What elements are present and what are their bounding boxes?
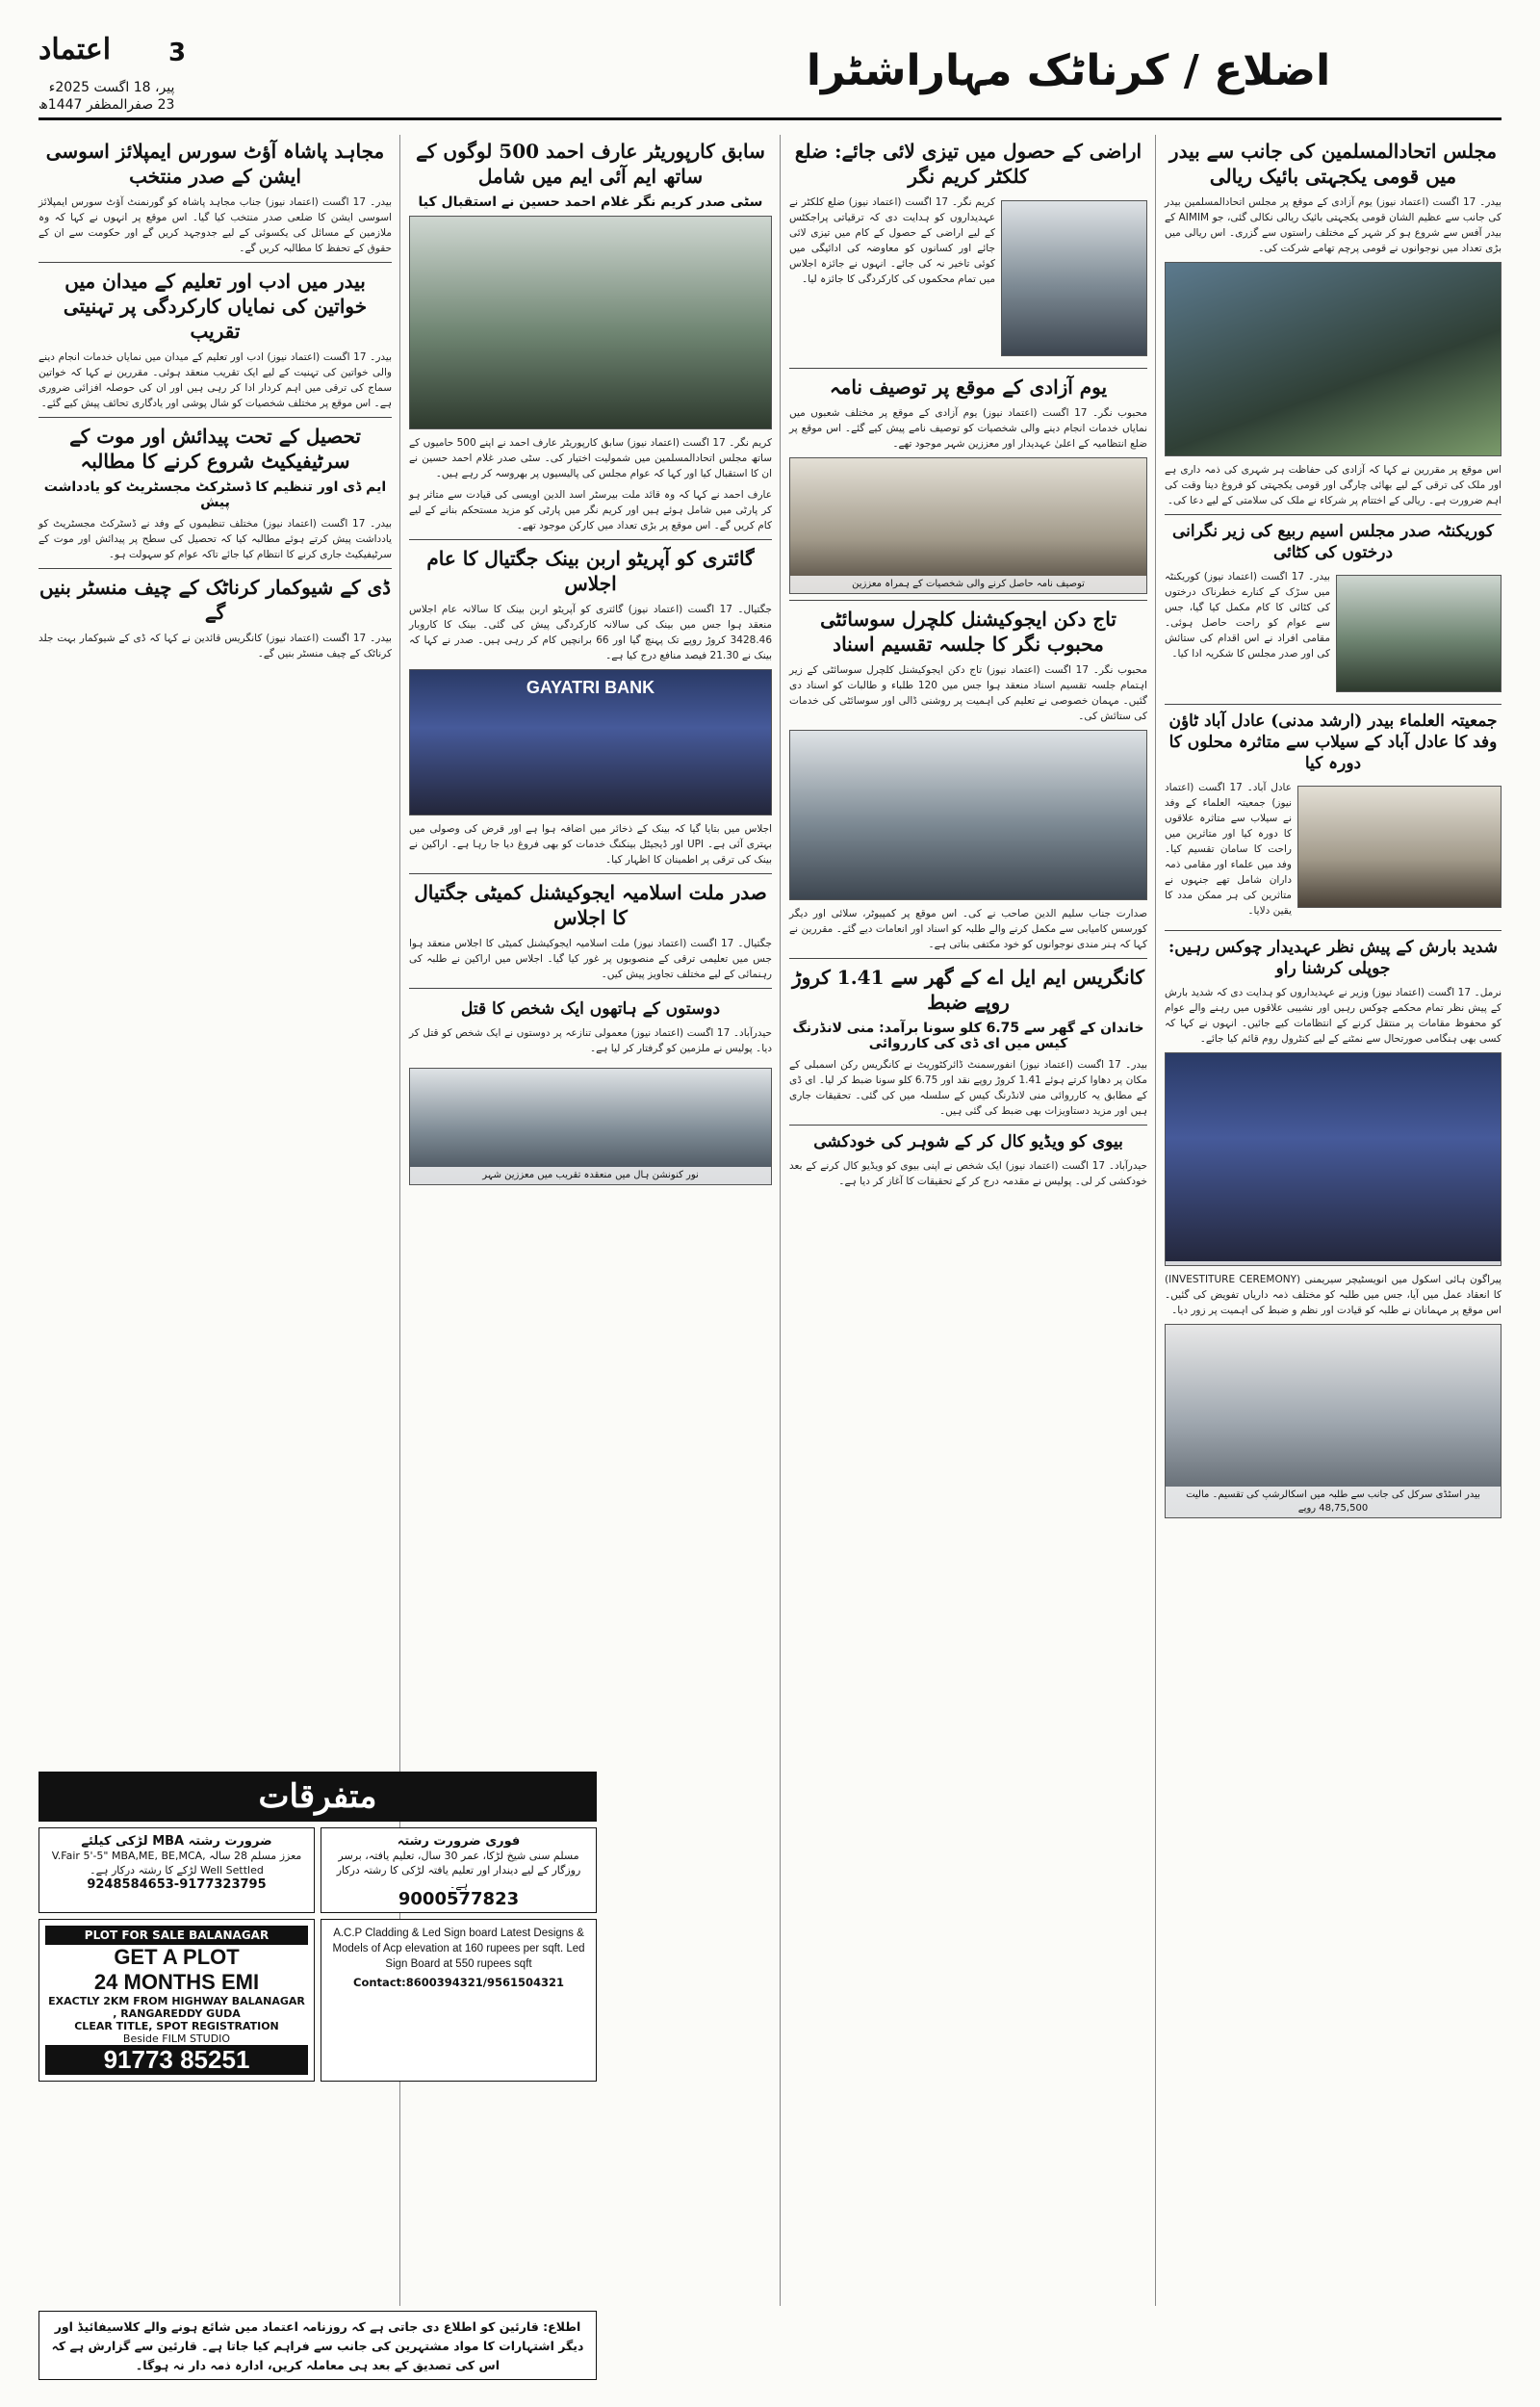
plot-ad-emi: 24 MONTHS EMI	[93, 1970, 260, 1994]
headline-outsource-association: مجاہد پاشاہ آؤٹ سورس ایمپلائز اسوسی ایشن کے صدر منتخب	[45, 140, 385, 188]
acp-cladding-ad	[321, 1919, 597, 2082]
headline-gayatri-bank: گائتری کو آپریٹو اربن بینک جگتیال کا عام اجلاس	[426, 547, 755, 595]
issue-dates	[38, 79, 174, 114]
article-text: حیدرآباد۔ 17 اگست (اعتماد نیوز) معمولی تنازعہ پر دوستوں نے ایک شخص کو قتل کر دیا۔ پولیس نے ملزمین کو گرفتار کر لیا ہے۔	[409, 1027, 772, 1054]
article-text: حیدرآباد۔ 17 اگست (اعتماد نیوز) ایک شخص نے اپنی بیوی کو ویڈیو کال کرنے کے بعد خودکشی کر لی۔ پولیس نے مقدمہ درج کر کے تحقیقات کا آغاز کر دیا ہے۔	[789, 1160, 1147, 1187]
article-text: بیدر۔ 17 اگست (اعتماد نیوز) یوم آزادی کے موقع پر مجلس اتحادالمسلمین بیدر کی جانب سے عظیم الشان قومی یکجہتی بائیک ریالی نکالی گئی، جو AIMIM کے بیدر آفس سے شروع ہو کر شہر کے مختلف راستوں سے گزری۔ اس ریالی میں بڑی تعداد میں نوجوانوں نے قومی پرچم تھامے شرکت کی۔	[1165, 196, 1502, 254]
classified-ad-marriage	[321, 1827, 597, 1913]
article-text: محبوب نگر۔ 17 اگست (اعتماد نیوز) تاج دکن ایجوکیشنل کلچرل سوسائٹی کے زیر اہتمام جلسہ تقسیم اسناد منعقد ہوا جس میں 120 طلباء و طالبات کو اسناد دی گئیں۔ مہمان خصوصی نے تعلیم کی اہمیت پر روشنی ڈالی اور سوسائٹی کی خدمات کی ستائش کی۔	[789, 664, 1147, 722]
subheadline-joins-mim: سٹی صدر کریم نگر غلام احمد حسین نے استقبال کیا	[418, 194, 763, 210]
article-text: محبوب نگر۔ 17 اگست (اعتماد نیوز) یوم آزادی کے موقع پر مختلف شعبوں میں نمایاں خدمات انجام دینے والی شخصیات کو توصیف نامے پیش کیے گئے۔ اس موقع پر ضلع انتظامیہ کے اعلیٰ عہدیدار اور معززین شہر موجود تھے۔	[789, 407, 1147, 450]
scholarship-photo	[1165, 1324, 1502, 1518]
article-text: بیدر۔ 17 اگست (اعتماد نیوز) کانگریس قائدین نے کہا کہ ڈی کے شیوکمار بہت جلد کرناٹک کے چیف منسٹر بنیں گے۔	[38, 633, 392, 660]
headline-flood-visit: جمعیتہ العلماء بیدر (ارشد مدنی) عادل آباد ٹاؤن وفد کا عادل آباد کے سیلاب سے متاثرہ محلوں کا دورہ کیا	[1168, 712, 1498, 773]
column-divider	[780, 135, 781, 2306]
convention-photo	[409, 1068, 772, 1185]
murder-story-text	[409, 995, 772, 1062]
divider	[1165, 514, 1502, 515]
headline-bike-rally: مجلس اتحادالمسلمین کی جانب سے بیدر میں قومی یکجہتی بائیک ریالی	[1168, 140, 1498, 188]
headline-taj-deccan: تاج دکن ایجوکیشنل کلچرل سوسائٹی محبوب نگر کا جلسہ تقسیم اسناد	[820, 608, 1116, 656]
classified-ad-mba	[38, 1827, 315, 1913]
photo-caption: بیدر اسٹڈی سرکل کی جانب سے طلبہ میں اسکالرشپ کی تقسیم۔ مالیت 48,75,500 روپے	[1166, 1487, 1501, 1517]
school-ceremony-photo	[1165, 1052, 1502, 1266]
classifieds-section	[38, 1772, 597, 2301]
article-text: کریم نگر۔ 17 اگست (اعتماد نیوز) سابق کارپوریٹر عارف احمد نے اپنے 500 حامیوں کے ساتھ مجلس اتحادالمسلمین میں شمولیت اختیار کی۔ سٹی صدر غلام احمد حسین نے ان کا استقبال کیا اور کہا کہ عوام مجلس کی پالیسیوں پر بھروسہ کر رہے ہیں۔	[409, 437, 772, 479]
ad-phone: 9248584653-9177323795	[87, 1877, 267, 1892]
photo-caption	[1166, 1261, 1501, 1265]
article-text: بیدر۔ 17 اگست (اعتماد نیوز) مختلف تنظیموں کے وفد نے ڈسٹرکٹ مجسٹریٹ کو یادداشت پیش کرتے ہوئے مطالبہ کیا کہ تحصیل کی سطح پر پیدائش اور موت کے سرٹیفیکیٹ جاری کرنے کا انتظام کیا جائے تاکہ عوام کو سہولت ہو۔	[38, 518, 392, 560]
article-text: بیدر۔ 17 اگست (اعتماد نیوز) کوریکنٹہ میں سڑک کے کنارے خطرناک درختوں کی کٹائی کا کام مکمل کیا گیا، جس سے عوام کو راحت حاصل ہوئی۔ مقامی افراد نے اس اقدام کی ستائش کی اور صدر مجلس کا شکریہ ادا کیا۔	[1165, 571, 1330, 660]
divider	[409, 539, 772, 540]
plot-ad-header: PLOT FOR SALE BALANAGAR	[45, 1926, 308, 1945]
plot-sale-ad	[38, 1919, 315, 2082]
date-gregorian: پیر، 18 اگست 2025ء	[48, 80, 175, 95]
classifieds-title: متفرقات	[38, 1772, 597, 1822]
acp-ad-body: A.C.P Cladding & Led Sign board Latest Designs & Models of Acp elevation at 160 rupees per sqft. Led Sign Board at 550 rupees sqft	[332, 1928, 585, 1970]
collector-photo	[1001, 200, 1147, 356]
certificate-photo	[789, 730, 1147, 900]
classified-row	[38, 1919, 597, 2082]
tree-story	[1165, 569, 1502, 698]
plot-ad-line: GET A PLOT	[114, 1945, 240, 1969]
article-text: صدارت جناب سلیم الدین صاحب نے کی۔ اس موقع پر کمپیوٹر، سلائی اور دیگر کورسس کامیابی سے مکمل کرنے والے طلبہ کو اسناد اور انعامات دیے گئے۔ مقررین نے کہا کہ ہنر مندی نوجوانوں کو خود مکتفی بناتی ہے۔	[789, 908, 1147, 950]
divider	[38, 417, 392, 418]
divider	[409, 873, 772, 874]
award-photo	[789, 457, 1147, 594]
divider	[789, 1125, 1147, 1126]
column-left	[38, 135, 392, 667]
headline-murder: دوستوں کے ہاتھوں ایک شخص کا قتل	[460, 999, 721, 1019]
article-text: نرمل۔ 17 اگست (اعتماد نیوز) وزیر نے عہدیداروں کو ہدایت دی کہ شدید بارش کے پیش نظر تمام محکمے چوکس رہیں اور نشیبی علاقوں میں رہنے والے عوام کو محفوظ مقامات پر منتقل کرنے کے انتظامات کیے جائیں۔ انہوں نے کہا کہ کسی بھی ہنگامی صورتحال سے نمٹنے کے لیے کنٹرول روم قائم کیا جائے۔	[1165, 987, 1502, 1045]
date-hijri: 23 صفرالمظفر 1447ھ	[38, 97, 175, 113]
newspaper-logo: اعتماد	[38, 33, 112, 66]
disclaimer-notice: اطلاع: قارئین کو اطلاع دی جاتی ہے کہ روزنامہ اعتماد میں شائع ہونے والے کلاسیفائیڈ اور دیگر اشتہارات کا مواد مشتہرین کی جانب سے فراہم کیا جاتا ہے۔ قارئین سے گزارش ہے کہ اس کی تصدیق کے بعد ہی معاملہ کریں، ادارہ ذمہ دار نہ ہوگا۔	[38, 2311, 597, 2380]
column-center-left	[409, 135, 772, 1191]
article-text: بیدر۔ 17 اگست (اعتماد نیوز) جناب مجاہد پاشاہ کو گورنمنٹ آؤٹ سورس ایمپلائز اسوسی ایشن کا ضلعی صدر منتخب کیا گیا۔ اس موقع پر انہوں نے کہا کہ وہ ملازمین کے مسائل کی یکسوئی کے لیے جدوجہد کریں گے اور حکومت سے ان کے حقوق کے تحفظ کا مطالبہ کریں گے۔	[38, 196, 392, 254]
headline-education-committee: صدر ملت اسلامیہ ایجوکیشنل کمیٹی جگتیال کا اجلاس	[414, 881, 767, 929]
headline-joins-mim: سابق کارپوریٹر عارف احمد 500 لوگوں کے ساتھ ایم آئی ایم میں شامل	[416, 140, 765, 188]
headline-independence-award: یوم آزادی کے موقع پر توصیف نامہ	[829, 375, 1108, 399]
headline-heavy-rain: شدید بارش کے پیش نظر عہدیدار چوکس رہیں: جوپلی کرشنا راو	[1168, 938, 1498, 978]
article-text: جگتیال۔ 17 اگست (اعتماد نیوز) گائتری کو آپریٹو اربن بینک کا سالانہ عام اجلاس منعقد ہوا جس میں بینک کی سالانہ کارکردگی پیش کی گئی۔ بینک کا کاروبار 3428.46 کروڑ روپے تک پہنچ گیا اور 66 برانچیں کام کر رہی ہیں۔ صدر نے کہا کہ بینک نے 21.30 فیصد منافع درج کیا ہے۔	[409, 604, 773, 661]
plot-ad-landmark: Beside FILM STUDIO	[122, 2032, 231, 2045]
divider	[789, 600, 1147, 601]
fallen-tree-photo	[1336, 575, 1502, 692]
headline-video-call: بیوی کو ویڈیو کال کر کے شوہر کی خودکشی	[813, 1132, 1123, 1152]
article-text: کریم نگر۔ 17 اگست (اعتماد نیوز) ضلع کلکٹر نے عہدیداروں کو ہدایت دی کہ ترقیاتی پراجکٹس کے لیے اراضی کے حصول کے کام میں تیزی لائی جائے اور کسانوں کو معاوضہ کی ادائیگی میں کوئی تاخیر نہ کی جائے۔ انہوں نے جائزہ اجلاس میں تمام محکموں کی کارکردگی کا جائزہ لیا۔	[789, 196, 996, 285]
collector-story	[789, 194, 1147, 362]
subheadline-certificates: ایم ڈی اور تنظیم کا ڈسٹرکٹ مجسٹریٹ کو یادداشت پیش	[43, 479, 387, 510]
ad-body: معزز مسلم 28 سالہ V.Fair 5'-5" MBA,ME, BE,MCA, Well Settled لڑکے کا رشتہ درکار ہے۔	[51, 1850, 302, 1876]
ad-heading: فوری ضرورت رشتہ	[397, 1834, 521, 1849]
headline-land-acquisition: اراضی کے حصول میں تیزی لائی جائے: ضلع کلکٹر کریم نگر	[794, 140, 1142, 188]
section-title: اضلاع / کرناٹک مہاراشٹرا	[806, 46, 1331, 95]
divider	[789, 368, 1147, 369]
delegation-photo	[1297, 786, 1502, 908]
headline-tree-cutting: کوریکنٹہ صدر مجلس اسیم ربیع کی زیر نگرانی درختوں کی کٹائی	[1171, 522, 1495, 562]
plot-ad-title: CLEAR TITLE, SPOT REGISTRATION	[74, 2020, 279, 2032]
page-number: 3	[168, 39, 187, 67]
divider	[1165, 704, 1502, 705]
headline-certificates-demand: تحصیل کے تحت پیدائش اور موت کے سرٹیفیکیٹ شروع کرنے کا مطالبہ	[69, 425, 361, 473]
column-center-right	[789, 135, 1147, 1195]
article-text: اس موقع پر مقررین نے کہا کہ آزادی کی حفاظت ہر شہری کی ذمہ داری ہے اور ملک کی ترقی کے لیے بھائی چارگی اور قومی یکجہتی کو فروغ دینا وقت کی اہم ضرورت ہے۔ ریالی کے اختتام پر شرکاء نے ملک کی سلامتی کے لیے دعا کی۔	[1165, 464, 1502, 506]
flood-story	[1165, 780, 1502, 924]
divider	[409, 988, 772, 989]
divider	[38, 262, 392, 263]
headline-women-felicitation: بیدر میں ادب اور تعلیم کے میدان میں خواتین کی نمایاں کارکردگی پر تہنیتی تقریب	[63, 270, 368, 343]
acp-ad-contact: Contact:8600394321/9561504321	[353, 1976, 564, 1989]
headline-ed-raid: کانگریس ایم ایل اے کے گھر سے 1.41 کروڑ روپے ضبط	[791, 966, 1145, 1014]
column-right	[1165, 135, 1502, 1524]
article-text: پیراگون ہائی اسکول میں انویسٹیچر سیریمنی (INVESTITURE CEREMONY) کا انعقاد عمل میں آیا، جس میں طلبہ کو مختلف ذمہ داریاں تفویض کی گئیں۔ اس موقع پر مہمانان نے طلبہ کو قیادت اور نظم و ضبط کی اہمیت پر زور دیا۔	[1165, 1274, 1502, 1316]
article-text: اجلاس میں بتایا گیا کہ بینک کے ذخائر میں اضافہ ہوا ہے اور قرض کی وصولی میں بہتری آئی ہے۔ UPI اور ڈیجیٹل بینکنگ خدمات کو بھی فروغ دیا جا رہا ہے۔ اراکین نے بینک کی ترقی پر اطمینان کا اظہار کیا۔	[409, 823, 772, 866]
masthead	[38, 29, 1502, 120]
divider	[1165, 930, 1502, 931]
photo-caption: توصیف نامہ حاصل کرنے والی شخصیات کے ہمراہ معززین	[790, 576, 1146, 593]
headline-shivakumar: ڈی کے شیوکمار کرناٹک کے چیف منسٹر بنیں گے	[38, 576, 392, 624]
ad-heading: ضرورت رشتہ MBA لڑکی کیلئے	[81, 1834, 272, 1849]
article-text: جگتیال۔ 17 اگست (اعتماد نیوز) ملت اسلامیہ ایجوکیشنل کمیٹی کا اجلاس منعقد ہوا جس میں تعلیمی ترقی کے منصوبوں پر غور کیا گیا۔ اجلاس میں اراکین نے طلبہ کی رہنمائی کے لیے مختلف تجاویز پیش کیں۔	[409, 938, 772, 980]
divider	[38, 568, 392, 569]
classified-row	[38, 1827, 597, 1913]
column-divider	[1155, 135, 1156, 2306]
ad-phone: 9000577823	[398, 1889, 520, 1909]
article-text: بیدر۔ 17 اگست (اعتماد نیوز) انفورسمنٹ ڈائرکٹوریٹ نے کانگریس رکن اسمبلی کے مکان پر دھاوا کرتے ہوئے 1.41 کروڑ روپے نقد اور 6.75 کلو سونا ضبط کر لیا۔ ای ڈی کے مطابق یہ کارروائی منی لانڈرنگ کیس کے سلسلہ میں کی گئی۔ تحقیقات جاری ہیں اور مزید دستاویزات بھی ضبط کی گئی ہیں۔	[789, 1059, 1147, 1117]
photo-caption: نور کنونشن ہال میں منعقدہ تقریب میں معززین شہر	[410, 1167, 771, 1184]
article-text: بیدر۔ 17 اگست (اعتماد نیوز) ادب اور تعلیم کے میدان میں نمایاں خدمات انجام دینے والی خواتین کی تہنیت کے لیے ایک تقریب منعقد ہوئی۔ مقررین نے کہا کہ خواتین سماج کی ترقی میں اہم کردار ادا کر رہی ہیں اور ان کی حوصلہ افزائی ضروری ہے۔ اس موقع پر مختلف شخصیات کو شال پوشی اور یادگاری تحائف پیش کیے گئے۔	[38, 351, 392, 409]
bank-banner: GAYATRI BANK	[526, 678, 655, 697]
bank-meeting-photo	[409, 669, 772, 815]
plot-ad-phone: 91773 85251	[45, 2045, 308, 2075]
article-text: عارف احمد نے کہا کہ وہ قائد ملت بیرسٹر اسد الدین اویسی کی قیادت سے متاثر ہو کر پارٹی میں شامل ہوئے ہیں اور کریم نگر میں پارٹی کو مزید مستحکم بنانے کے لیے کام کریں گے۔ اس موقع پر بڑی تعداد میں کارکن موجود تھے۔	[409, 489, 772, 531]
subheadline-ed-raid: خاندان کے گھر سے 6.75 کلو سونا برآمد: منی لانڈرنگ کیس میں ای ڈی کی کارروائی	[792, 1021, 1144, 1051]
mim-joining-photo	[409, 216, 772, 429]
divider	[789, 958, 1147, 959]
ad-body: مسلم سنی شیخ لڑکا، عمر 30 سال، تعلیم یافتہ، برسر روزگار کے لیے دیندار اور تعلیم یافتہ لڑکی کا رشتہ درکار ہے۔	[336, 1850, 581, 1891]
rally-photo	[1165, 262, 1502, 456]
murder-story	[409, 995, 772, 1062]
plot-ad-location: EXACTLY 2KM FROM HIGHWAY BALANAGAR , RANGAREDDY GUDA	[48, 1995, 305, 2020]
article-text: عادل آباد۔ 17 اگست (اعتماد نیوز) جمعیتہ العلماء کے وفد نے سیلاب سے متاثرہ علاقوں کا دورہ کیا اور متاثرین میں راحت کا سامان تقسیم کیا۔ وفد میں علماء اور مقامی ذمہ داران شامل تھے جنہوں نے متاثرین کی ہر ممکن مدد کا یقین دلایا۔	[1165, 782, 1292, 917]
